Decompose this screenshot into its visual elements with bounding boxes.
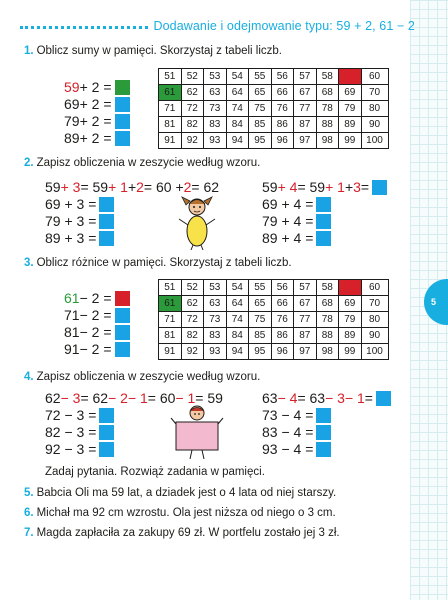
- answer-box[interactable]: [99, 408, 114, 423]
- task-text: Zadaj pytania. Rozwiąż zadania w pamięci.: [45, 466, 265, 478]
- ex4-left-1: 72 − 3 =: [45, 407, 114, 423]
- task-text: Oblicz różnice w pamięci. Skorzystaj z tabeli liczb.: [36, 257, 292, 269]
- answer-box[interactable]: [316, 408, 331, 423]
- highlight-cell-red: 59: [339, 280, 362, 296]
- ex3-line-4: 91 − 2 =: [64, 341, 130, 357]
- ex2-model-left: 59 + 3 = 59 + 1 + 2 = 60 + 2 = 62: [45, 179, 220, 195]
- ex3-line-1: 61 − 2 =: [64, 290, 130, 306]
- ex2-right-2: 79 + 4 =: [262, 213, 331, 229]
- table-row: 51 52 53 54 55 56 57 58 59 60: [159, 280, 389, 296]
- task-4: [24, 370, 260, 384]
- task-number: 3.: [24, 257, 34, 269]
- ex3-line-3: 81 − 2 =: [64, 324, 130, 340]
- answer-box[interactable]: [115, 342, 130, 357]
- task-text: Oblicz sumy w pamięci. Skorzystaj z tabeli liczb.: [36, 45, 282, 57]
- answer-box[interactable]: [99, 197, 114, 212]
- ex4-right-1: 73 − 4 =: [262, 407, 331, 423]
- boy-with-board-icon: [170, 404, 224, 460]
- table-row: 71 72 73 74 75 76 77 78 79 80: [159, 312, 389, 328]
- task-5: [24, 486, 336, 500]
- ex4-right-2: 83 − 4 =: [262, 424, 331, 440]
- task-text: Babcia Oli ma 59 lat, a dziadek jest o 4 lata od niej starszy.: [36, 487, 337, 499]
- task-4-extra: [45, 465, 265, 479]
- answer-box[interactable]: [99, 442, 114, 457]
- task-number: 4.: [24, 371, 34, 383]
- answer-box[interactable]: [376, 391, 391, 406]
- page-header: [20, 18, 415, 34]
- ex2-left-1: 69 + 3 =: [45, 196, 114, 212]
- page-number: 5: [431, 297, 437, 307]
- table-row: 81 82 83 84 85 86 87 88 89 90: [159, 117, 389, 133]
- answer-box[interactable]: [316, 197, 331, 212]
- table-row: 51 52 53 54 55 56 57 58 59 60: [159, 69, 389, 85]
- task-text: Magda zapłaciła za zakupy 69 zł. W portfelu zostało jej 3 zł.: [36, 527, 340, 539]
- table-row: 91 92 93 94 95 96 97 98 99 100: [159, 133, 389, 149]
- header-dotted-line: [20, 26, 148, 29]
- ex2-right-1: 69 + 4 =: [262, 196, 331, 212]
- answer-box[interactable]: [115, 291, 130, 306]
- ex4-model-left: 62 − 3 = 62 − 2 − 1 = 60 − 1 = 59: [45, 390, 223, 406]
- task-2: [24, 156, 260, 170]
- table-row: 61 62 63 64 65 66 67 68 69 70: [159, 296, 389, 312]
- ex2-right-3: 89 + 4 =: [262, 230, 331, 246]
- ex1-line-2: 69 + 2 =: [64, 96, 130, 112]
- ex2-left-2: 79 + 3 =: [45, 213, 114, 229]
- answer-box[interactable]: [316, 442, 331, 457]
- number-table-2: [158, 279, 389, 360]
- table-row: 91 92 93 94 95 96 97 98 99 100: [159, 344, 389, 360]
- highlight-cell-green: 61: [159, 85, 182, 101]
- answer-box[interactable]: [115, 325, 130, 340]
- table-row: 71 72 73 74 75 76 77 78 79 80: [159, 101, 389, 117]
- task-number: 7.: [24, 527, 34, 539]
- answer-box[interactable]: [316, 214, 331, 229]
- table-row: 61 62 63 64 65 66 67 68 69 70: [159, 85, 389, 101]
- task-number: 5.: [24, 487, 34, 499]
- ex1-line-3: 79 + 2 =: [64, 113, 130, 129]
- task-number: 1.: [24, 45, 34, 57]
- task-7: [24, 526, 340, 540]
- task-3: [24, 256, 292, 270]
- ex4-right-3: 93 − 4 =: [262, 441, 331, 457]
- highlight-cell-green: 61: [159, 296, 182, 312]
- answer-box[interactable]: [99, 425, 114, 440]
- answer-box[interactable]: [372, 180, 387, 195]
- answer-box[interactable]: [115, 80, 130, 95]
- task-text: Zapisz obliczenia w zeszycie według wzoru.: [36, 157, 261, 169]
- answer-box[interactable]: [99, 214, 114, 229]
- answer-box[interactable]: [115, 97, 130, 112]
- highlight-cell-red: 59: [339, 69, 362, 85]
- task-text: Zapisz obliczenia w zeszycie według wzoru.: [36, 371, 261, 383]
- ex1-line-1: 59 + 2 =: [64, 79, 130, 95]
- answer-box[interactable]: [316, 231, 331, 246]
- ex4-model-right: 63 − 4 = 63 − 3 − 1 =: [262, 390, 391, 406]
- task-number: 6.: [24, 507, 34, 519]
- girl-figure-icon: [174, 193, 220, 251]
- ex1-line-4: 89 + 2 =: [64, 130, 130, 146]
- ex2-model-right: 59 + 4 = 59 + 1 + 3 =: [262, 179, 387, 195]
- answer-box[interactable]: [316, 425, 331, 440]
- task-6: [24, 506, 336, 520]
- answer-box[interactable]: [115, 308, 130, 323]
- answer-box[interactable]: [115, 114, 130, 129]
- ex4-left-3: 92 − 3 =: [45, 441, 114, 457]
- answer-box[interactable]: [115, 131, 130, 146]
- task-text: Michał ma 92 cm wzrostu. Ola jest niższa od niego o 3 cm.: [36, 507, 336, 519]
- table-row: 81 82 83 84 85 86 87 88 89 90: [159, 328, 389, 344]
- task-number: 2.: [24, 157, 34, 169]
- ex4-left-2: 82 − 3 =: [45, 424, 114, 440]
- number-table-1: [158, 68, 389, 149]
- ex3-line-2: 71 − 2 =: [64, 307, 130, 323]
- page-title: Dodawanie i odejmowanie typu: 59 + 2, 61 − 2: [153, 19, 415, 33]
- answer-box[interactable]: [99, 231, 114, 246]
- ex2-left-3: 89 + 3 =: [45, 230, 114, 246]
- task-1: [24, 44, 282, 58]
